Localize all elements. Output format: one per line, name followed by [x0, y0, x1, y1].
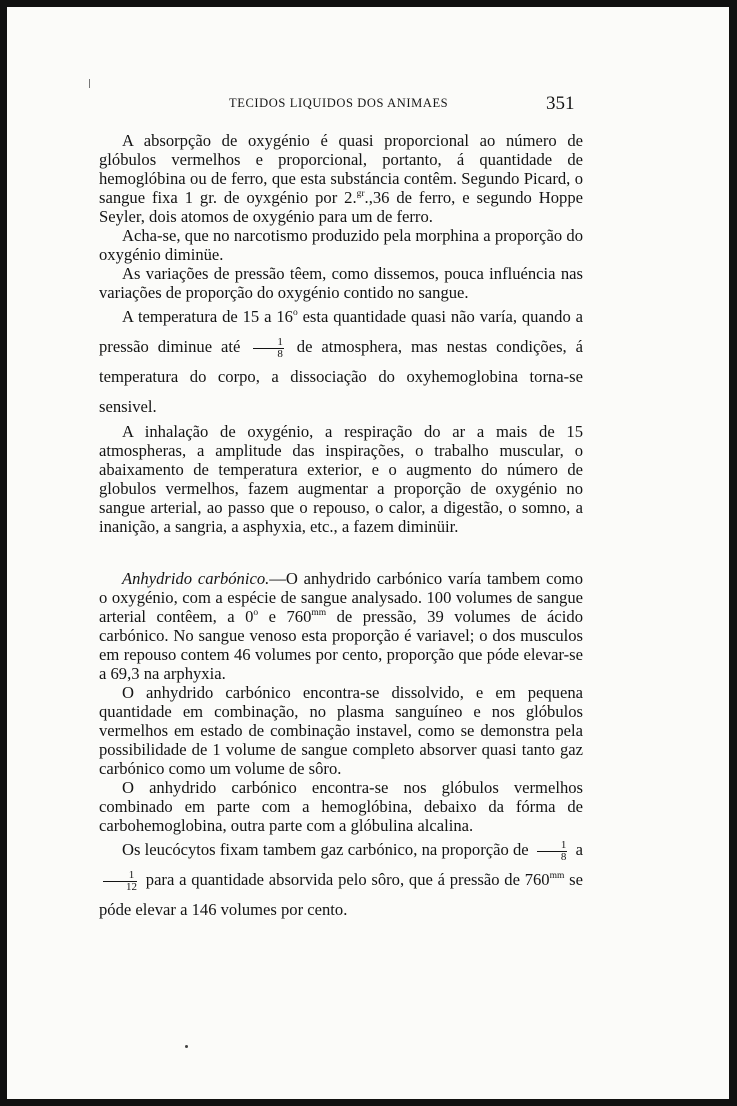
- paragraph-3: As variações de pressão têem, como dissemos, pouca influéncia nas variações de proporção do oxygénio contido no sangue.: [99, 264, 583, 302]
- paragraph-8: O anhydrido carbónico encontra-se nos glóbulos vermelhos combinado em parte com a hemoglóbina, debaixo da fórma de carbohemoglobina, outra parte com a glóbulina alcalina.: [99, 778, 583, 835]
- paragraph-5: A inhalação de oxygénio, a respiração do ar a mais de 15 atmospheras, a amplitude das inspirações, o trabalho muscular, o abaixamento de temperatura exterior, e o augmento do número de globulos vermelhos, fazem augmentar a proporção de oxygénio no sangue arterial, ao passo que o repouso, o calor, a digestão, o somno, a inanição, a sangria, a asphyxia, etc., a fazem diminüir.: [99, 422, 583, 536]
- paragraph-2: Acha-se, que no narcotismo produzido pela morphina a proporção do oxygénio diminüe.: [99, 226, 583, 264]
- section-title: Anhydrido carbónico.: [122, 569, 270, 588]
- ink-speck: [185, 1045, 188, 1048]
- page-number: 351: [546, 93, 575, 114]
- fraction-one-eighth: $\frac{1}{8}$: [537, 840, 568, 863]
- body-text: [99, 131, 583, 925]
- paragraph-9: Os leucócytos fixam tambem gaz carbónico, na proporção de $\frac{1}{8}$ a $\frac{1}{12}$ para a quantidade absorvida pelo sôro, que á pressão de $760^{mm}$ se póde elevar a 146 volumes por cento.: [99, 838, 583, 919]
- running-head: TECIDOS LIQUIDOS DOS ANIMAES: [229, 96, 449, 110]
- paragraph-4: A temperatura de 15 a 16$^o$ esta quantidade quasi não varía, quando a pressão diminue até $\frac{1}{8}$ de atmosphera, mas nestas condições, á temperatura do corpo, a dissociação do oxyhemoglobina torna-se sensivel.: [99, 307, 583, 416]
- book-page: [7, 7, 729, 1099]
- paragraph-6: Anhydrido carbónico.—O anhydrido carbónico varía tambem como o oxygénio, com a espécie de sangue analysado. 100 volumes de sangue arterial contêem, a 0$^o$ e $760^{mm}$ de pressão, 39 volumes de ácido carbónico. No sangue venoso esta proporção é variavel; o dos musculos em repouso contem 46 volumes por cento, proporção que póde elevar-se a 69,3 na arphyxia.: [99, 569, 583, 683]
- ink-speck: [89, 79, 90, 88]
- fraction-one-eighth: $\frac{1}{8}$: [253, 337, 284, 360]
- paragraph-7: O anhydrido carbónico encontra-se dissolvido, e em pequena quantidade em combinação, no plasma sanguíneo e nos glóbulos vermelhos em estado de combinação instavel, como se demonstra pela possibilidade de 1 volume de sangue completo absorver quasi tanto gaz carbónico como um volume de sôro.: [99, 683, 583, 778]
- fraction-one-twelfth: $\frac{1}{12}$: [103, 870, 137, 893]
- section-gap: [99, 536, 583, 569]
- paragraph-1: A absorpção de oxygénio é quasi proporcional ao número de glóbulos vermelhos e proporcional, portanto, á quantidade de hemoglóbina ou de ferro, que esta substáncia contêm. Segundo Picard, o sangue fixa 1 gr. de oyxgénio por 2.$^{gr}$.,36 de ferro, e segundo Hoppe Seyler, dois atomos de oxygénio para um de ferro.: [99, 131, 583, 226]
- page-header: [7, 93, 729, 117]
